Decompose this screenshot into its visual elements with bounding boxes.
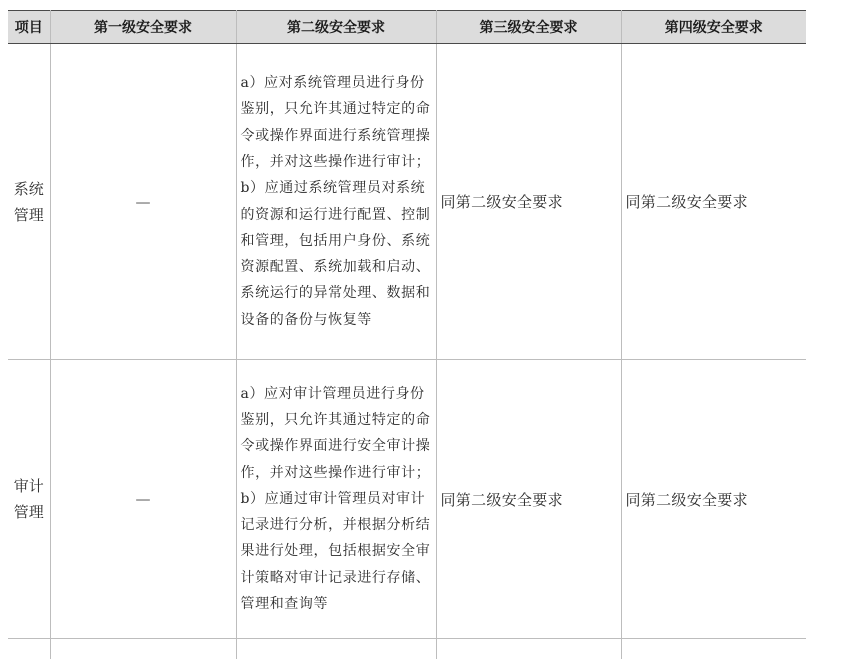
header-level-3: 第三级安全要求 bbox=[436, 11, 621, 44]
table-row-continuation bbox=[8, 639, 806, 659]
level-1-cell: — bbox=[50, 44, 236, 360]
level-2-cell bbox=[236, 44, 436, 360]
header-level-2: 第二级安全要求 bbox=[236, 11, 436, 44]
level-4-cell: 同第二级安全要求 bbox=[621, 360, 806, 639]
level-3-cell: 同第二级安全要求 bbox=[436, 44, 621, 360]
table-header bbox=[8, 11, 806, 44]
level-1-cell: — bbox=[50, 360, 236, 639]
table-body bbox=[8, 44, 806, 659]
table-row bbox=[8, 44, 806, 360]
header-level-1: 第一级安全要求 bbox=[50, 11, 236, 44]
level-2-text: a）应对审计管理员进行身份鉴别，只允许其通过特定的命令或操作界面进行安全审计操作，并对这些操作进行审计；b）应通过审计管理员对审计记录进行分析，并根据分析结果进行处理，包括根据安全审计策略对审计记录进行存储、管理和查询等 bbox=[241, 381, 432, 618]
header-row bbox=[8, 11, 806, 44]
level-2-cell bbox=[236, 360, 436, 639]
header-item: 项目 bbox=[8, 11, 50, 44]
empty-cell bbox=[436, 639, 621, 659]
item-cell: 系统管理 bbox=[8, 44, 50, 360]
header-level-4: 第四级安全要求 bbox=[621, 11, 806, 44]
empty-cell bbox=[621, 639, 806, 659]
level-2-text: a）应对系统管理员进行身份鉴别，只允许其通过特定的命令或操作界面进行系统管理操作，并对这些操作进行审计；b）应通过系统管理员对系统的资源和运行进行配置、控制和管理，包括用户身份、系统资源配置、系统加载和启动、系统运行的异常处理、数据和设备的备份与恢复等 bbox=[241, 70, 432, 333]
item-cell: 审计管理 bbox=[8, 360, 50, 639]
security-requirements-table bbox=[8, 10, 806, 659]
empty-cell bbox=[50, 639, 236, 659]
table-row bbox=[8, 360, 806, 639]
level-3-cell: 同第二级安全要求 bbox=[436, 360, 621, 639]
requirements-table-wrapper bbox=[8, 10, 806, 659]
empty-cell bbox=[8, 639, 50, 659]
level-4-cell: 同第二级安全要求 bbox=[621, 44, 806, 360]
empty-cell bbox=[236, 639, 436, 659]
